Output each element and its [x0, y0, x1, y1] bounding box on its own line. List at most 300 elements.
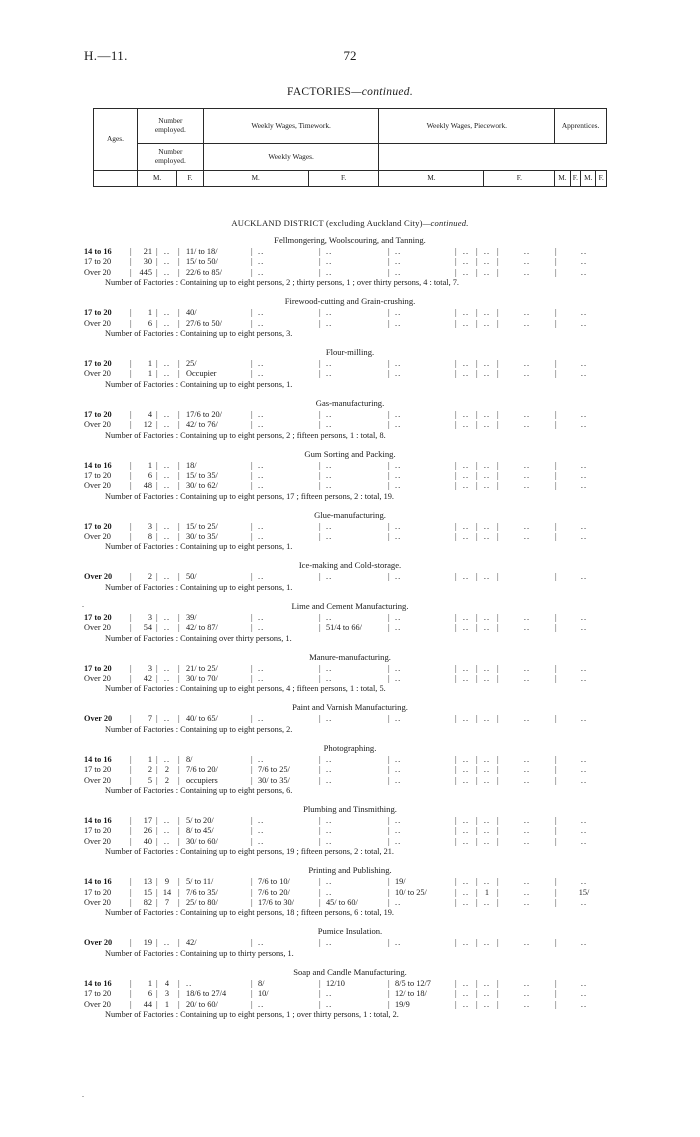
cell-wt-m: 8/ [186, 754, 193, 764]
cell-wp-f: .. [395, 460, 402, 470]
cell-aw-m: .. [523, 674, 531, 684]
cell-aw-f: .. [580, 836, 588, 846]
column-rule: | [476, 481, 478, 491]
column-rule: | [156, 836, 158, 846]
column-rule: | [251, 826, 253, 836]
column-rule: | [178, 754, 180, 764]
cell-aw-m: .. [523, 775, 531, 785]
cell-wt-f: .. [258, 470, 265, 480]
column-rule: | [251, 308, 253, 318]
column-rule: | [455, 815, 457, 825]
factories-note: Number of Factories : Containing up to eight persons, 6. [105, 785, 293, 795]
cell-aw-f: .. [580, 989, 588, 999]
column-rule: | [555, 989, 557, 999]
table-row [0, 481, 700, 491]
cell-wp-f: .. [395, 358, 402, 368]
cell-wt-f: 7/6 to 10/ [258, 877, 290, 887]
cell-ages: Over 20 [84, 775, 111, 785]
cell-ages: 17 to 20 [84, 826, 112, 836]
trade-section [0, 804, 700, 858]
cell-wp-m: .. [326, 247, 333, 256]
cell-ap-f: .. [483, 938, 491, 948]
cell-ne-m: 26 [143, 826, 152, 836]
subheader-wt-m: M. [203, 171, 308, 187]
cell-ap-m: .. [462, 409, 470, 419]
cell-aw-m: .. [523, 754, 531, 764]
cell-ap-f: .. [483, 257, 491, 267]
cell-wt-m: 17/6 to 20/ [186, 409, 222, 419]
column-rule: | [388, 836, 390, 846]
trade-section [0, 652, 700, 696]
column-rule: | [497, 999, 499, 1009]
cell-ap-f: .. [483, 877, 491, 887]
cell-ne-f: .. [163, 267, 171, 277]
column-rule: | [178, 663, 180, 673]
column-rule: | [388, 663, 390, 673]
cell-wt-f: .. [258, 623, 265, 633]
cell-ap-f: .. [483, 623, 491, 633]
cell-wp-m: .. [326, 358, 333, 368]
cell-aw-m: .. [523, 481, 531, 491]
column-rule: | [130, 318, 132, 328]
column-rule: | [455, 623, 457, 633]
cell-wt-m: 15/ to 50/ [186, 257, 218, 267]
cell-ap-m: .. [462, 897, 470, 907]
cell-ne-f: .. [163, 714, 171, 724]
column-rule: | [178, 999, 180, 1009]
column-rule: | [130, 247, 132, 256]
column-rule: | [319, 815, 321, 825]
trade-section [0, 449, 700, 503]
column-rule: | [156, 887, 158, 897]
cell-aw-f: .. [580, 308, 588, 318]
trade-section [0, 702, 700, 735]
column-rule: | [251, 358, 253, 368]
cell-ne-m: 1 [147, 978, 152, 988]
column-rule: | [476, 938, 478, 948]
trade-heading: Plumbing and Tinsmithing. [303, 803, 397, 814]
column-rule: | [130, 481, 132, 491]
cell-wp-f: .. [395, 308, 402, 318]
column-rule: | [497, 714, 499, 724]
cell-ne-m: 1 [147, 460, 152, 470]
cell-ne-m: 8 [147, 532, 152, 542]
cell-ap-f: .. [483, 775, 491, 785]
column-rule: | [178, 775, 180, 785]
column-rule: | [476, 308, 478, 318]
column-rule: | [555, 369, 557, 379]
column-rule: | [130, 358, 132, 368]
cell-wt-m: 15/ to 35/ [186, 470, 218, 480]
column-rule: | [388, 887, 390, 897]
column-rule: | [156, 420, 158, 430]
table-caption [0, 86, 700, 98]
cell-ages: 14 to 16 [84, 877, 112, 887]
cell-wp-f: .. [395, 257, 402, 267]
cell-aw-f: .. [580, 521, 588, 531]
column-rule: | [497, 247, 499, 256]
column-rule: | [497, 308, 499, 318]
cell-ap-m: .. [462, 623, 470, 633]
cell-ages: 14 to 16 [84, 815, 112, 825]
cell-ne-f: 1 [164, 999, 170, 1009]
column-rule: | [178, 470, 180, 480]
table-row [0, 613, 700, 623]
column-rule: | [555, 460, 557, 470]
column-rule: | [497, 623, 499, 633]
column-rule: | [178, 978, 180, 988]
column-rule: | [319, 420, 321, 430]
trade-section [0, 347, 700, 391]
column-rule: | [156, 572, 158, 582]
cell-wp-m: 12/10 [326, 978, 345, 988]
column-rule: | [251, 815, 253, 825]
cell-wp-f: .. [395, 612, 402, 622]
cell-wt-f: .. [258, 532, 265, 542]
cell-aw-f: .. [580, 978, 588, 988]
cell-ages: 17 to 20 [84, 887, 112, 897]
factories-note: Number of Factories : Containing up to eight persons, 2. [105, 724, 293, 734]
cell-wp-m: .. [326, 460, 333, 470]
column-rule: | [251, 532, 253, 542]
cell-ap-f: .. [483, 369, 491, 379]
cell-wp-f: .. [395, 420, 402, 430]
trade-heading: Printing and Publishing. [308, 865, 392, 876]
cell-ne-f: .. [163, 623, 171, 633]
cell-wp-f: .. [395, 521, 402, 531]
column-rule: | [130, 887, 132, 897]
cell-wp-f: 19/9 [395, 999, 410, 1009]
cell-ages: 17 to 20 [84, 989, 112, 999]
factories-note: Number of Factories : Containing up to eight persons, 4 ; fifteen persons, 1 : total, 5. [105, 684, 386, 694]
column-rule: | [497, 989, 499, 999]
column-rule: | [388, 409, 390, 419]
table-row [0, 989, 700, 999]
cell-ap-f: .. [483, 826, 491, 836]
column-rule: | [555, 897, 557, 907]
factories-note: Number of Factories : Containing up to eight persons, 17 ; fifteen persons, 2 : total, 19. [105, 491, 394, 501]
cell-wp-m: .. [326, 663, 333, 673]
column-rule: | [455, 247, 457, 256]
column-rule: | [476, 663, 478, 673]
column-rule: | [319, 460, 321, 470]
column-rule: | [555, 938, 557, 948]
column-rule: | [455, 308, 457, 318]
cell-wt-m: 8/ to 45/ [186, 826, 214, 836]
column-rule: | [156, 714, 158, 724]
column-rule: | [251, 369, 253, 379]
column-rule: | [555, 978, 557, 988]
table-row [0, 837, 700, 847]
column-rule: | [497, 815, 499, 825]
cell-ap-m: .. [462, 765, 470, 775]
cell-wp-f: .. [395, 663, 402, 673]
cell-aw-m: .. [523, 815, 531, 825]
factories-note: Number of Factories : Containing up to eight persons, 18 ; fifteen persons, 6 : total, 19. [105, 908, 394, 918]
column-rule: | [455, 765, 457, 775]
cell-ne-f: 2 [164, 775, 170, 785]
cell-ne-f: .. [163, 572, 171, 582]
column-rule: | [130, 521, 132, 531]
column-rule: | [130, 623, 132, 633]
column-rule: | [455, 420, 457, 430]
cell-ne-m: 54 [143, 623, 152, 633]
column-rule: | [178, 674, 180, 684]
district-heading [0, 218, 700, 228]
table-row [0, 471, 700, 481]
cell-wt-f: .. [258, 369, 265, 379]
cell-wt-m: 50/ [186, 572, 197, 582]
column-rule: | [388, 826, 390, 836]
column-rule: | [476, 460, 478, 470]
column-rule: | [156, 775, 158, 785]
cell-wp-m: .. [326, 938, 333, 948]
column-rule: | [555, 247, 557, 256]
cell-aw-f: .. [580, 369, 588, 379]
column-rule: | [156, 409, 158, 419]
cell-ne-f: 4 [164, 978, 170, 988]
cell-aw-f: .. [580, 714, 588, 724]
column-rule: | [388, 308, 390, 318]
cell-ap-m: .. [462, 267, 470, 277]
column-rule: | [156, 460, 158, 470]
cell-ap-m: .. [462, 775, 470, 785]
cell-ne-m: 5 [147, 775, 152, 785]
table-row [0, 816, 700, 826]
column-rule: | [476, 999, 478, 1009]
column-rule: | [130, 938, 132, 948]
trade-heading: Manure-manufacturing. [309, 651, 391, 662]
column-rule: | [388, 999, 390, 1009]
cell-aw-m: .. [523, 308, 531, 318]
column-rule: | [555, 420, 557, 430]
cell-ap-m: .. [462, 938, 470, 948]
column-rule: | [497, 420, 499, 430]
column-rule: | [497, 257, 499, 267]
cell-wt-m: 30/ to 60/ [186, 836, 218, 846]
table-row [0, 898, 700, 908]
cell-ages: Over 20 [84, 420, 111, 430]
cell-wt-m: 18/ [186, 460, 197, 470]
column-rule: | [130, 409, 132, 419]
column-rule: | [455, 470, 457, 480]
cell-wp-f: .. [395, 247, 402, 256]
cell-aw-m: .. [523, 369, 531, 379]
column-rule: | [251, 247, 253, 256]
column-rule: | [388, 257, 390, 267]
cell-wp-m: .. [326, 470, 333, 480]
column-rule: | [251, 897, 253, 907]
cell-aw-m: .. [523, 826, 531, 836]
trade-section [0, 510, 700, 554]
subheader-ne-f: F. [177, 171, 204, 187]
table-row [0, 664, 700, 674]
trade-heading: Pumice Insulation. [317, 926, 383, 937]
cell-ap-f: .. [483, 836, 491, 846]
trade-section [0, 967, 700, 1021]
table-row [0, 623, 700, 633]
cell-wp-m: .. [326, 532, 333, 542]
cell-wt-m: 25/ [186, 358, 197, 368]
cell-ap-m: .. [462, 247, 470, 256]
cell-wt-f: 7/6 to 20/ [258, 887, 290, 897]
column-rule: | [455, 999, 457, 1009]
cell-ap-f: .. [483, 663, 491, 673]
cell-ne-m: 3 [147, 663, 152, 673]
column-rule: | [476, 532, 478, 542]
cell-aw-m: .. [523, 714, 531, 724]
cell-wt-m: 30/ to 35/ [186, 532, 218, 542]
trade-section [0, 743, 700, 797]
column-rule: | [130, 460, 132, 470]
cell-aw-m: .. [523, 358, 531, 368]
column-rule: | [476, 409, 478, 419]
column-rule: | [555, 470, 557, 480]
column-rule: | [251, 877, 253, 887]
cell-aw-f: .. [580, 532, 588, 542]
cell-aw-f: .. [580, 572, 588, 582]
table-row [0, 714, 700, 724]
column-rule: | [455, 257, 457, 267]
table-row [0, 765, 700, 775]
column-rule: | [476, 897, 478, 907]
trade-heading: Soap and Candle Manufacturing. [293, 966, 407, 977]
column-rule: | [388, 460, 390, 470]
column-rule: | [251, 572, 253, 582]
subheader-blank [94, 171, 138, 187]
table-row [0, 522, 700, 532]
column-rule: | [178, 826, 180, 836]
cell-wt-m: .. [186, 978, 193, 988]
cell-ne-f: .. [163, 754, 171, 764]
cell-ap-f: .. [483, 420, 491, 430]
trade-heading: Photographing. [323, 742, 377, 753]
cell-wt-f: .. [258, 572, 265, 582]
column-rule: | [388, 521, 390, 531]
table-row [0, 776, 700, 786]
cell-ages: Over 20 [84, 674, 111, 684]
column-rule: | [156, 257, 158, 267]
column-rule: | [156, 754, 158, 764]
column-rule: | [130, 369, 132, 379]
subheader-wp-m: M. [379, 171, 484, 187]
cell-wt-f: .. [258, 267, 265, 277]
column-rule: | [178, 409, 180, 419]
table-row [0, 369, 700, 379]
cell-ap-f: .. [483, 481, 491, 491]
column-rule: | [178, 521, 180, 531]
column-rule: | [388, 623, 390, 633]
column-rule: | [251, 460, 253, 470]
column-rule: | [455, 978, 457, 988]
column-rule: | [455, 318, 457, 328]
column-rule: | [251, 674, 253, 684]
cell-wt-f: .. [258, 836, 265, 846]
cell-wp-f: 8/5 to 12/7 [395, 978, 431, 988]
factories-note: Number of Factories : Containing up to eight persons, 19 ; fifteen persons, 2 : total, 21. [105, 847, 394, 857]
cell-wt-m: 30/ to 70/ [186, 674, 218, 684]
cell-ne-f: .. [163, 318, 171, 328]
factories-note: Number of Factories : Containing up to eight persons, 3. [105, 328, 293, 338]
cell-wp-m: .. [326, 521, 333, 531]
cell-wp-f: .. [395, 815, 402, 825]
table-row [0, 938, 700, 948]
cell-ap-m: .. [462, 989, 470, 999]
header-number-employed: Number employed. [138, 109, 204, 144]
cell-aw-m: .. [523, 836, 531, 846]
column-rule: | [555, 663, 557, 673]
cell-wt-f: .. [258, 460, 265, 470]
column-rule: | [476, 989, 478, 999]
column-rule: | [555, 815, 557, 825]
cell-aw-f: .. [580, 674, 588, 684]
cell-wp-m: .. [326, 714, 333, 724]
cell-wp-m: .. [326, 481, 333, 491]
cell-ap-f: .. [483, 999, 491, 1009]
column-rule: | [319, 612, 321, 622]
column-rule: | [476, 267, 478, 277]
column-rule: | [388, 978, 390, 988]
cell-ne-f: 14 [162, 887, 172, 897]
cell-wp-m: .. [326, 420, 333, 430]
column-rule: | [555, 318, 557, 328]
cell-wt-f: .. [258, 663, 265, 673]
cell-ap-f: .. [483, 815, 491, 825]
cell-aw-f: .. [580, 247, 588, 256]
cell-ne-f: .. [163, 470, 171, 480]
cell-aw-f: .. [580, 754, 588, 764]
cell-wt-m: 18/6 to 27/4 [186, 989, 227, 999]
column-rule: | [130, 754, 132, 764]
column-rule: | [388, 938, 390, 948]
column-rule: | [497, 877, 499, 887]
cell-wt-m: 42/ to 87/ [186, 623, 218, 633]
column-rule: | [497, 775, 499, 785]
cell-ages: 17 to 20 [84, 409, 112, 419]
column-rule: | [555, 877, 557, 887]
cell-aw-m: .. [523, 999, 531, 1009]
cell-ne-f: .. [163, 308, 171, 318]
cell-ne-m: 13 [143, 877, 152, 887]
cell-wt-f: .. [258, 308, 265, 318]
column-rule: | [455, 938, 457, 948]
column-rule: | [455, 481, 457, 491]
cell-ne-f: .. [163, 938, 171, 948]
cell-wt-m: 25/ to 80/ [186, 897, 218, 907]
cell-aw-m: .. [523, 257, 531, 267]
cell-wt-f: .. [258, 714, 265, 724]
cell-wp-f: 19/ [395, 877, 406, 887]
cell-wp-m: .. [326, 775, 333, 785]
column-rule: | [497, 826, 499, 836]
column-rule: | [497, 572, 499, 582]
subheader-wp-f: F. [484, 171, 555, 187]
cell-ne-f: .. [163, 481, 171, 491]
cell-ap-f: .. [483, 521, 491, 531]
cell-ages: 17 to 20 [84, 308, 112, 318]
cell-ne-f: 3 [164, 989, 170, 999]
cell-ap-m: .. [462, 572, 470, 582]
column-rule: | [251, 754, 253, 764]
subheader-ap-f: F. [570, 171, 580, 187]
column-rule: | [319, 532, 321, 542]
cell-ne-f: 7 [164, 897, 170, 907]
column-rule: | [178, 765, 180, 775]
cell-wt-m: 7/6 to 35/ [186, 887, 218, 897]
cell-ages: 17 to 20 [84, 765, 112, 775]
cell-wp-m: .. [326, 826, 333, 836]
trade-heading: Gas-manufacturing. [315, 397, 385, 408]
